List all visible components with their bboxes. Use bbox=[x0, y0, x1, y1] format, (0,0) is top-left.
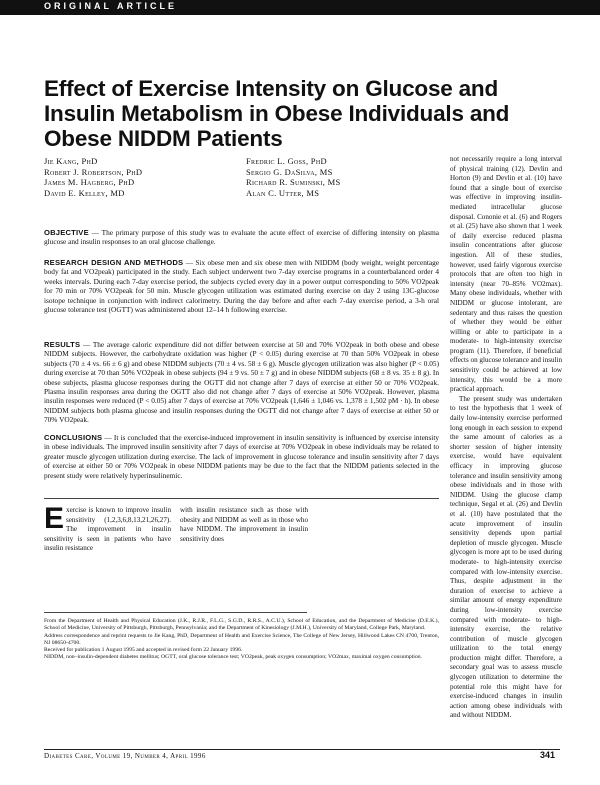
author-list-right bbox=[246, 156, 341, 198]
page-number: 341 bbox=[540, 750, 556, 760]
footnote-received: Received for publication 1 August 1995 and accepted in revised form 22 January 1996. bbox=[44, 647, 243, 654]
section-header-bar bbox=[0, 0, 600, 15]
section-label: ORIGINAL ARTICLE bbox=[44, 1, 177, 11]
author: Alan C. Utter, MS bbox=[246, 187, 320, 198]
abstract-results bbox=[44, 340, 439, 425]
abstract-objective bbox=[44, 228, 439, 247]
author: Jie Kang, PhD bbox=[44, 156, 98, 166]
footnote-block bbox=[44, 618, 439, 662]
conclusions-label: CONCLUSIONS bbox=[44, 433, 103, 442]
abstract-divider bbox=[44, 498, 439, 499]
author: Robert J. Robertson, PhD bbox=[44, 166, 143, 177]
author-list-left bbox=[44, 156, 142, 198]
footer-rule bbox=[44, 749, 560, 750]
journal-citation: Diabetes Care, Volume 19, Number 4, April 1996 bbox=[44, 752, 206, 760]
footnote-divider bbox=[44, 612, 307, 613]
intro-column-2 bbox=[180, 506, 308, 544]
article-title: Effect of Exercise Intensity on Glucose and Insulin Metabolism in Obese Individuals and Obese NIDDM Patients bbox=[44, 76, 510, 151]
abstract-design bbox=[44, 258, 439, 314]
footnote-correspondence: Address correspondence and reprint requests to Jie Kang, PhD, Department of Health and Exercise Science, The College of New Jersey, Hillwood Lakes CN 4700, Trenton, NJ 08650-4700. bbox=[44, 632, 439, 646]
body-paragraph: The present study was undertaken to test the hypothesis that 1 week of daily low-intensity exercise performed long enough in each session to expend the same amount of calories as a shorter session of higher intensity exercise, would have equivalent efficacy in improving glucose tolerance and insulin sensitivity among obese individuals and in those with NIDDM. Using the glucose clamp technique, Segal et al. (26) and Devlin et al. (10) have postulated that the acute improvement of insulin sensitivity depends upon partial depletion of muscle glycogen. Muscle glycogen is more apt to be used during moderate- to high-intensity exercise compared with low-intensity exercise. Thus, despite adjustment in the duration of exercise to achieve a similar amount of energy expenditure during low-intensity exercise compared with moderate- to high-intensity exercise, the relative contribution of muscle glycogen utilization to the total energy production might differ. Therefore, a secondary goal was to assess muscle glycogen utilization to determine the potential role this might have for exercise-induced changes in insulin action among obese individuals with and without NIDDM. bbox=[450, 394, 562, 720]
objective-text: — The primary purpose of this study was to evaluate the acute effect of exercise of differing intensity on plasma glucose and insulin responses to an oral glucose challenge. bbox=[44, 228, 440, 247]
body-paragraph: not necessarily require a long interval of physical training (12). Devlin and Horton (9) and Devlin et al. (10) have found that a single bout of exercise was effective in improving insulin-mediated intracellular glucose disposal. Cononie et al. (6) and Rogers et al. (25) have also shown that 1 week of daily exercise reduced plasma insulin concentrations after glucose ingestion. All of these studies, however, used fairly vigorous exercise protocols that are often too high in intensity (near 70–85% VO2max). Many obese individuals, whether with NIDDM or glucose intolerant, are sedentary and thus raises the question of whether they would be either willing or able to participate in a moderate- to high-intensity exercise program (11). Therefore, if beneficial effects on glucose tolerance and insulin sensitivity could be achieved at low intensity, this would be a more practical approach. bbox=[450, 155, 562, 394]
author: James M. Hagberg, PhD bbox=[44, 177, 135, 187]
drop-cap: E bbox=[44, 502, 65, 535]
objective-label: OBJECTIVE bbox=[44, 228, 89, 237]
results-label: RESULTS bbox=[44, 340, 81, 349]
footnote-affiliation: From the Department of Health and Physical Education (J.K., R.J.R., F.L.G., S.G.D., R.R.S., A.C.U.), School of Education, and the Department of Medicine (D.E.K.), School of Medicine, University of Pittsburgh, Pittsburgh, Pennsylvania; and the Department of Kinesiology (J.M.H.), University of Maryland, College Park, Maryland. bbox=[44, 618, 439, 632]
abstract-conclusions bbox=[44, 433, 439, 480]
intro-text-2: with insulin resistance such as those with obesity and NIDDM as well as in those who have NIDDM. The improvement in insulin sensitivity does bbox=[180, 506, 308, 543]
author: David E. Kelley, MD bbox=[44, 187, 125, 198]
body-right-column bbox=[450, 155, 562, 721]
intro-column-1 bbox=[44, 502, 171, 554]
author: Fredric L. Goss, PhD bbox=[246, 156, 327, 166]
conclusions-text: — It is concluded that the exercise-induced improvement in insulin sensitivity is influenced by exercise intensity in obese individuals. The improved insulin sensitivity after 7 days of exercise at 70% VO2peak in obese individuals may be related to greater muscle glycogen utilization during exercise. The lack of improvement in glucose tolerance and insulin sensitivity after 7 days of exercise at either 50 or 70% VO2peak in obese NIDDM patients may be due to the fact that the NIDDM patients selected in the present study were relatively hyperinsulinemic. bbox=[44, 433, 439, 480]
author: Sergio G. DaSilva, MS bbox=[246, 166, 333, 177]
intro-text-1: xercise is known to improve insulin sensitivity (1,2,3,6,8,13,21,26,27). The improvement in insulin sensitivity is seen in patients who have insulin resistance bbox=[44, 506, 171, 553]
author: Richard R. Suminski, MS bbox=[246, 177, 341, 187]
results-text: — The average caloric expenditure did not differ between exercise at 50 and 70% VO2peak in both obese and obese NIDDM subjects. However, the carbohydrate oxidation was higher (P < 0.05) during exercise at 70 than 50% VO2peak in obese subjects (70 ± 4 vs. 66 ± 6 g) and obese NIDDM subjects (70 ± 4 vs. 58 ± 6 g). Muscle glycogen utilization was also higher (P < 0.05) during exercise at 70 than 50% VO2peak in obese subjects (94 ± 9 vs. 50 ± 7 g) and in obese NIDDM subjects (68 ± 8 vs. 35 ± 8 g). In obese subjects, plasma glucose responses during the OGTT did not change after 7 days of exercise at either 50 or 70% VO2peak. Plasma insulin responses area during the OGTT also did not change after 7 days of exercise at 50% VO2peak. However, plasma insulin responses were reduced (P < 0.05) after 7 days of exercise at 70% VO2peak (1,646 ± 1,046 vs. 1,378 ± 1,502 pM · h). In obese NIDDM subjects both plasma glucose and insulin responses during the OGTT did not change after 7 days of exercise at either 50 or 70% VO2peak. bbox=[44, 340, 439, 425]
design-label: RESEARCH DESIGN AND METHODS bbox=[44, 258, 184, 267]
design-text: — Six obese men and six obese men with NIDDM (body weight, weight percentage body fat and VO2peak) participated in the study. Each subject underwent two 7-day exercise programs in a counterbalanced order 4 weeks intervals. During each 7-day exercise period, the subjects cycled every day in a power output corresponding to 50% VO2peak for 70 min or 70% VO2peak for 50 min. Muscle glycogen utilization was estimated during exercise on day 2 using 13C-glucose isotope technique in conjunction with indirect calorimetry. During the day before and after each 7-day exercise period, a 3-h oral glucose tolerance test (OGTT) was administered about 12–14 h following exercise. bbox=[44, 258, 440, 315]
footnote-abbreviations: NIDDM, non–insulin-dependent diabetes mellitus; OGTT, oral glucose tolerance test; VO2peak, peak oxygen consumption; VO2max, maximal oxygen consumption. bbox=[44, 654, 422, 661]
